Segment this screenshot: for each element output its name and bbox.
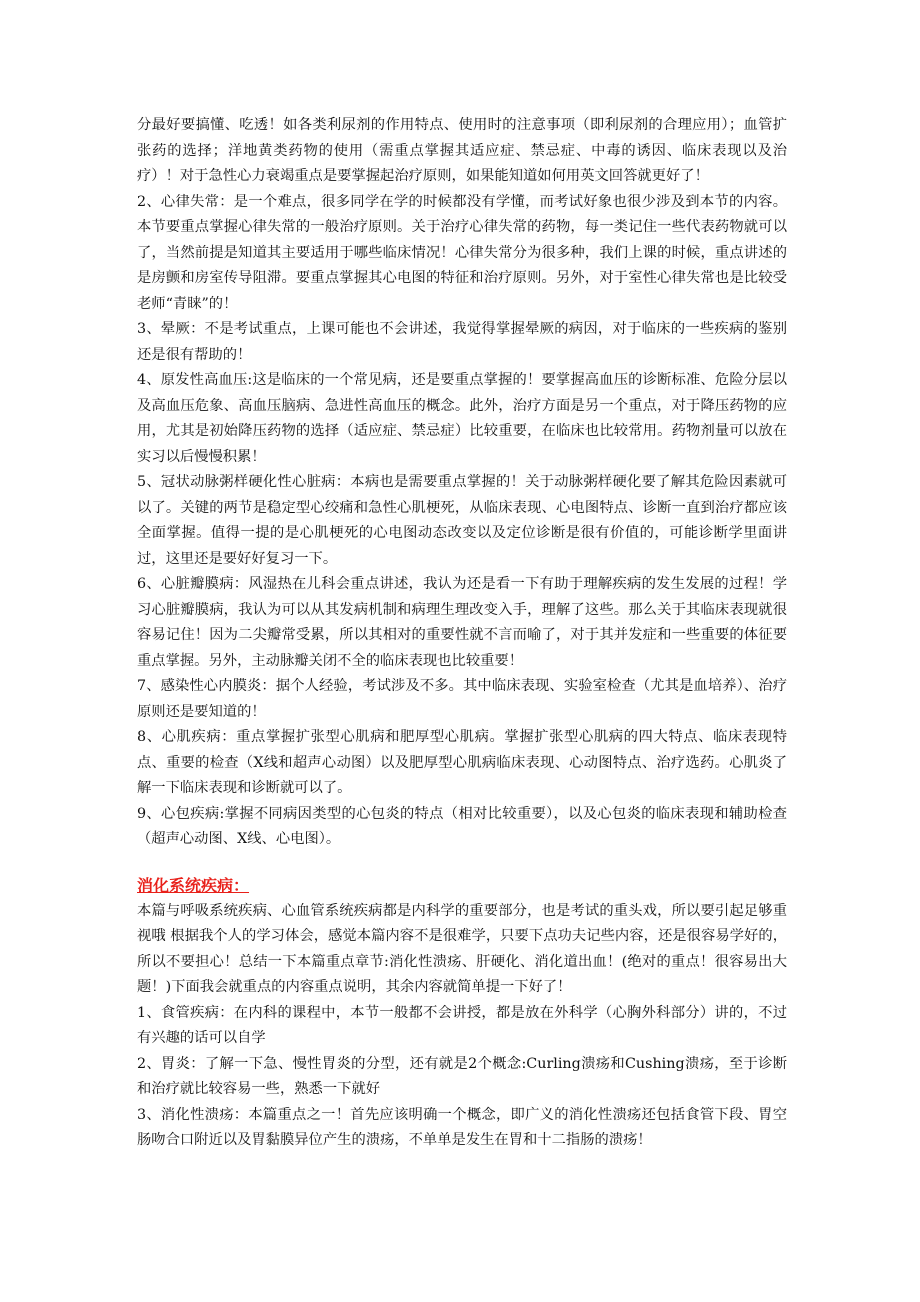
- section-heading-text: 消化系统疾病：: [137, 875, 250, 895]
- section-spacer: [137, 853, 787, 873]
- paragraph-endocarditis: 7、感染性心内膜炎：据个人经验，考试涉及不多。其中临床表现、实验室检查（尤其是血培养）、治疗原则还是要知道的！: [137, 678, 787, 720]
- paragraph-valvular: 6、心脏瓣膜病：风湿热在儿科会重点讲述，我认为还是看一下有助于理解疾病的发生发展的过程！学习心脏瓣膜病，我认为可以从其发病机制和病理生理改变入手，理解了这些。那么关于其临床表现就很容易记住！因为二尖瓣常受累，所以其相对的重要性就不言而喻了，对于其并发症和一些重要的体征要重点掌握。另外，主动脉瓣关闭不全的临床表现也比较重要！: [137, 576, 787, 669]
- paragraph-pericardial: 9、心包疾病:掌握不同病因类型的心包炎的特点（相对比较重要），以及心包炎的临床表现和辅助检查（超声心动图、X线、心电图）。: [137, 805, 787, 847]
- paragraph-digestive-intro: 本篇与呼吸系统疾病、心血管系统疾病都是内科学的重要部分，也是考试的重头戏，所以要引起足够重视哦 根据我个人的学习体会，感觉本篇内容不是很难学，只要下点功夫记些内容，还是很容易学好的，所以不要担心！总结一下本篇重点章节:消化性溃疡、肝硬化、消化道出血！(绝对的重点！很容易出大题！)下面我会就重点的内容重点说明，其余内容就简单提一下好了！: [137, 902, 787, 995]
- paragraph-peptic-ulcer: 3、消化性溃疡：本篇重点之一！首先应该明确一个概念，即广义的消化性溃疡还包括食管下段、胃空肠吻合口附近以及胃黏膜异位产生的溃疡，不单单是发生在胃和十二指肠的溃疡！: [137, 1106, 787, 1148]
- paragraph-cardiomyopathy: 8、心肌疾病：重点掌握扩张型心肌病和肥厚型心肌病。掌握扩张型心肌病的四大特点、临床表现特点、重要的检查（X线和超声心动图）以及肥厚型心肌病临床表现、心动图特点、治疗选药。心肌炎了解一下临床表现和诊断就可以了。: [137, 729, 787, 796]
- paragraph-arrhythmia: 2、心律失常：是一个难点，很多同学在学的时候都没有学懂，而考试好象也很少涉及到本节的内容。本节要重点掌握心律失常的一般治疗原则。关于治疗心律失常的药物，每一类记住一些代表药物就可以了，当然前提是知道其主要适用于哪些临床情况！心律失常分为很多种，我们上课的时候，重点讲述的是房颤和房室传导阻滞。要重点掌握其心电图的特征和治疗原则。另外，对于室性心律失常也是比较受老师“青睐”的！: [137, 193, 787, 312]
- paragraph: 分最好要搞懂、吃透！如各类利尿剂的作用特点、使用时的注意事项（即利尿剂的合理应用）；血管扩张药的选择；洋地黄类药物的使用（需重点掌握其适应症、禁忌症、中毒的诱因、临床表现以及治疗）！对于急性心力衰竭重点是要掌握起治疗原则，如果能知道如何用英文回答就更好了！: [137, 117, 787, 184]
- paragraph-gastritis: 2、胃炎：了解一下急、慢性胃炎的分型，还有就是2个概念:Curling溃疡和Cushing溃疡，至于诊断和治疗就比较容易一些，熟悉一下就好: [137, 1055, 787, 1097]
- document-page: [137, 113, 787, 1154]
- section-heading: [137, 873, 787, 899]
- paragraph-esophagus: 1、食管疾病：在内科的课程中，本节一般都不会讲授，都是放在外科学（心胸外科部分）讲的，不过有兴趣的话可以自学: [137, 1004, 787, 1046]
- paragraph-hypertension: 4、原发性高血压:这是临床的一个常见病，还是要重点掌握的！要掌握高血压的诊断标准、危险分层以及高血压危象、高血压脑病、急进性高血压的概念。此外，治疗方面是另一个重点，对于降压药物的应用，尤其是初始降压药物的选择（适应症、禁忌症）比较重要，在临床也比较常用。药物剂量可以放在实习以后慢慢积累！: [137, 372, 787, 465]
- paragraph-coronary: 5、冠状动脉粥样硬化性心脏病：本病也是需要重点掌握的！关于动脉粥样硬化要了解其危险因素就可以了。关键的两节是稳定型心绞痛和急性心肌梗死，从临床表现、心电图特点、诊断一直到治疗都应该全面掌握。值得一提的是心肌梗死的心电图动态改变以及定位诊断是很有价值的，可能诊断学里面讲过，这里还是要好好复习一下。: [137, 474, 787, 567]
- paragraph-syncope: 3、晕厥：不是考试重点，上课可能也不会讲述，我觉得掌握晕厥的病因，对于临床的一些疾病的鉴别还是很有帮助的！: [137, 321, 787, 363]
